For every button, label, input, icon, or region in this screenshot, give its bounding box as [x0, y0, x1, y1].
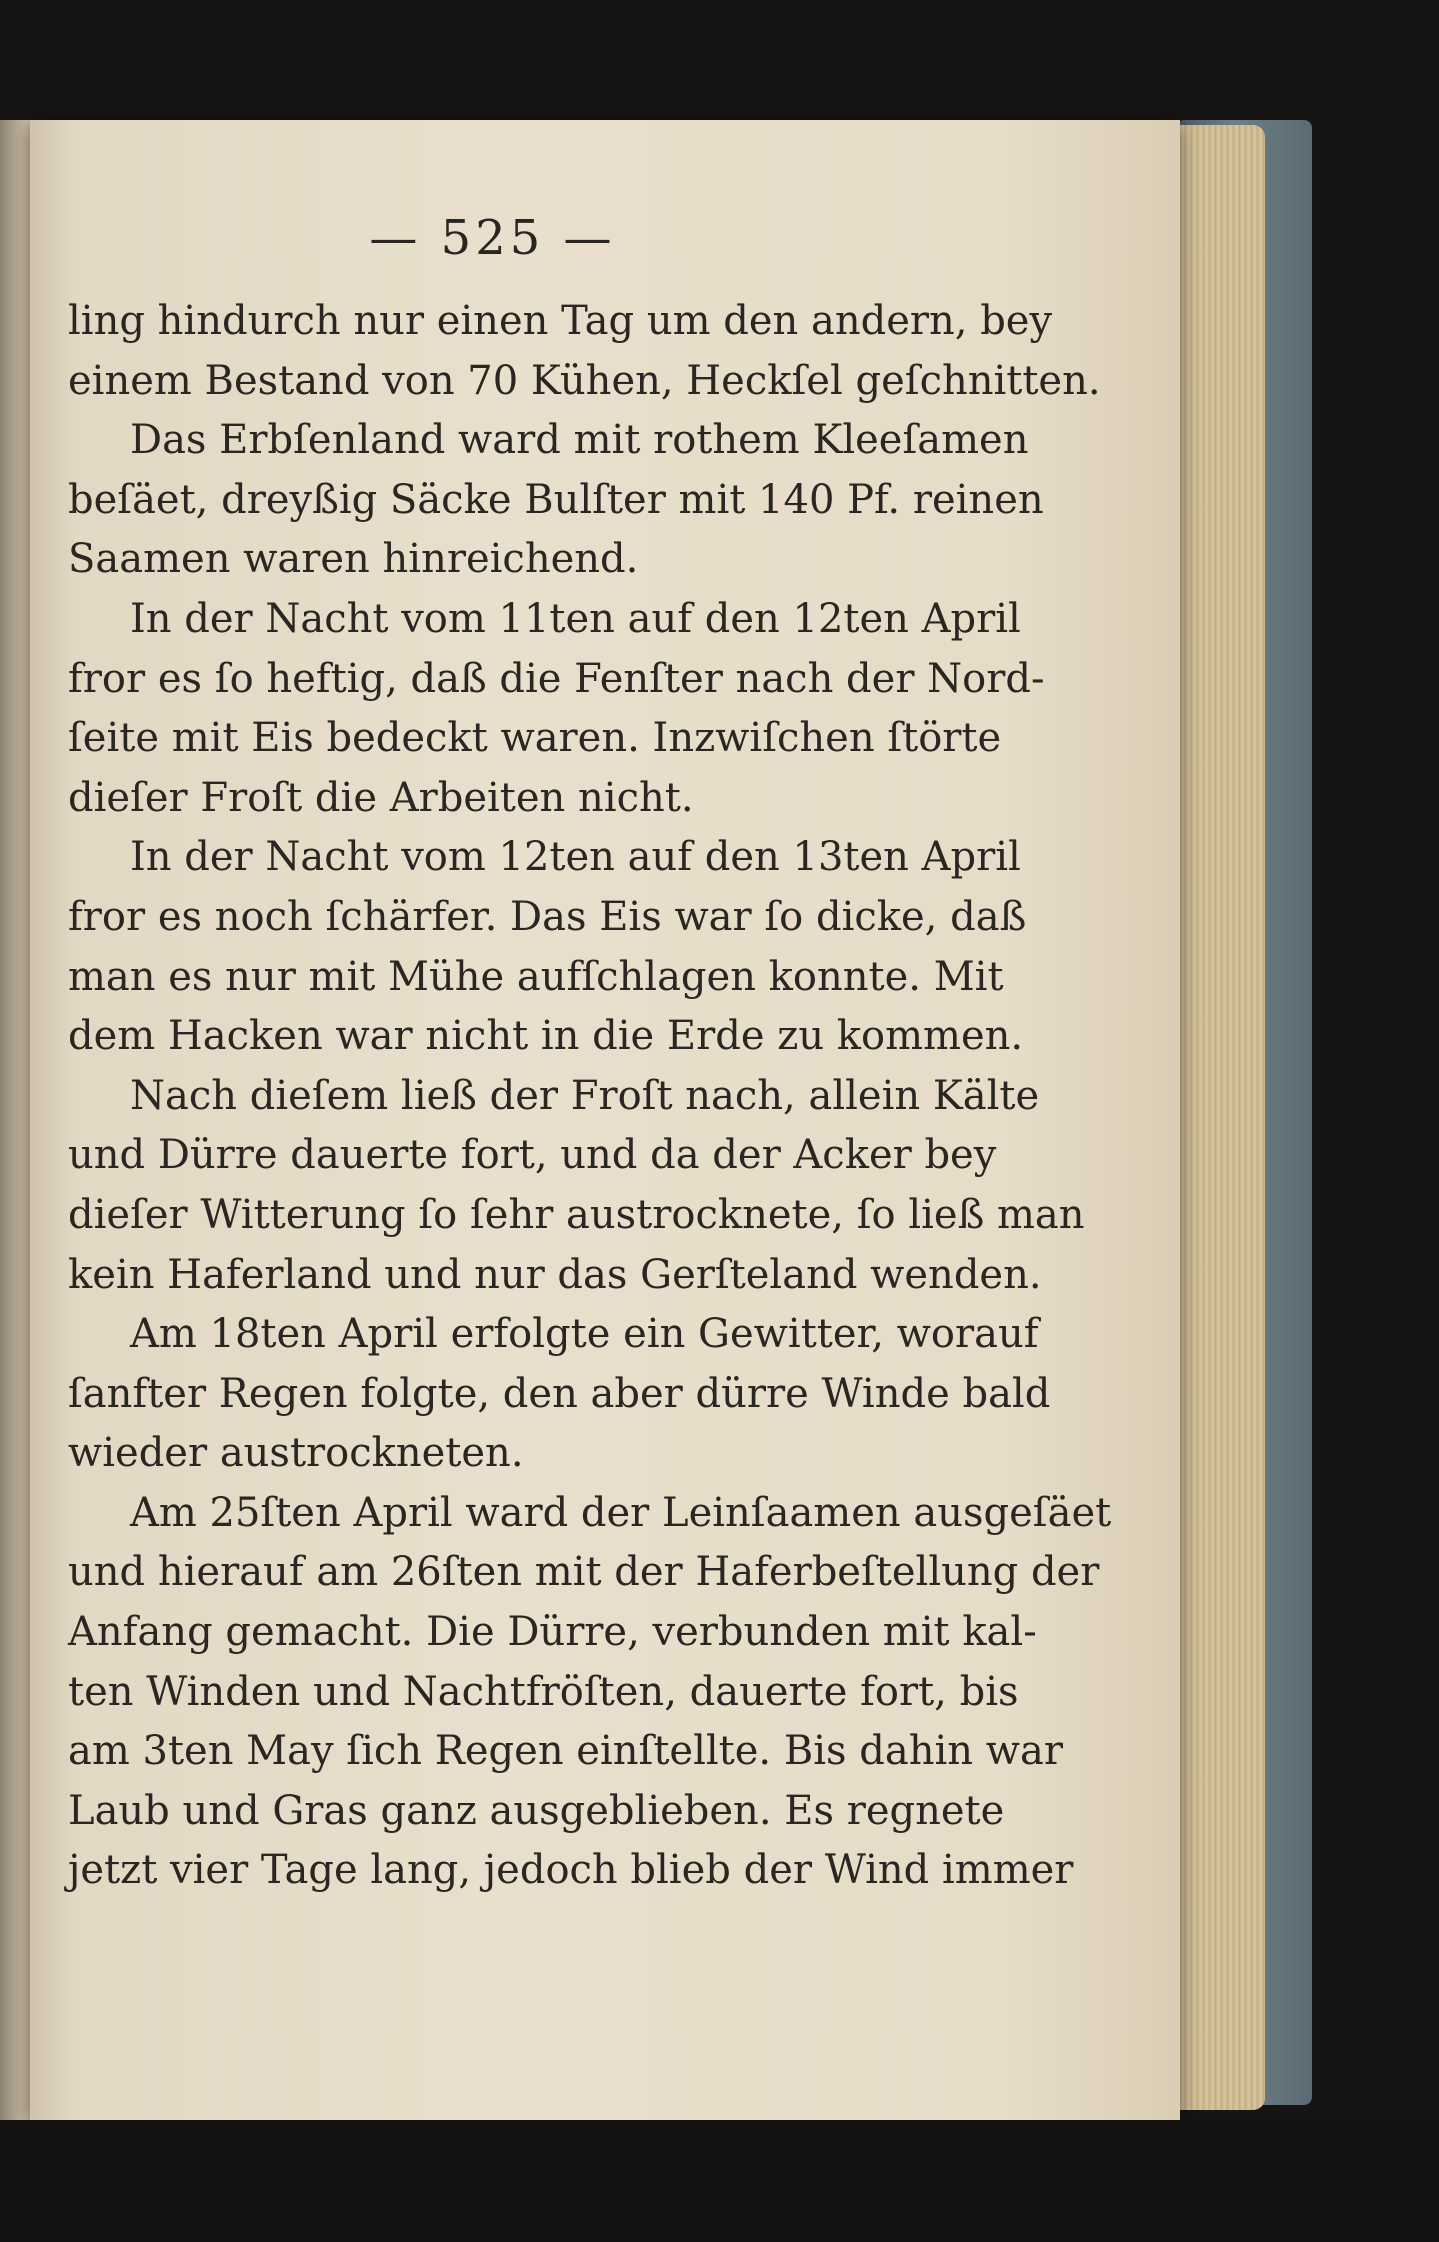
book-page — [30, 120, 1180, 2120]
text-line: dem Hacken war nicht in die Erde zu kommen. — [68, 1013, 1024, 1060]
text-line: fror es ſo heftig, daß die Fenſter nach der Nord- — [68, 655, 1045, 702]
text-line: In der Nacht vom 11ten auf den 12ten April — [130, 595, 1021, 642]
text-line: und hierauf am 26ſten mit der Haferbeſtellung der — [68, 1549, 1100, 1596]
text-line: wieder austrockneten. — [68, 1430, 524, 1477]
text-line: Das Erbſenland ward mit rothem Kleeſamen — [130, 417, 1029, 464]
text-line: Am 18ten April erfolgte ein Gewitter, worauf — [130, 1311, 1039, 1358]
text-line: ten Winden und Nachtfröſten, dauerte fort, bis — [68, 1668, 1019, 1715]
text-line: einem Bestand von 70 Kühen, Heckſel geſchnitten. — [68, 357, 1101, 404]
text-line: ling hindurch nur einen Tag um den andern, bey — [68, 298, 1053, 344]
page-text — [68, 292, 1112, 1901]
text-line: Nach dieſem ließ der Froſt nach, allein Kälte — [130, 1072, 1040, 1119]
text-line: dieſer Witterung ſo ſehr austrocknete, ſo ließ man — [68, 1191, 1085, 1238]
text-line: dieſer Froſt die Arbeiten nicht. — [68, 774, 694, 821]
text-line: ſanfter Regen folgte, den aber dürre Winde bald — [68, 1370, 1051, 1417]
background-shadow — [0, 2120, 1439, 2242]
text-line: Am 25ſten April ward der Leinſaamen ausgeſäet — [130, 1489, 1112, 1536]
text-line: Anfang gemacht. Die Dürre, verbunden mit kal- — [68, 1609, 1037, 1656]
text-line: fror es noch ſchärfer. Das Eis war ſo dicke, daß — [68, 893, 1027, 940]
text-line: ſeite mit Eis bedeckt waren. Inzwiſchen ſtörte — [68, 715, 1002, 762]
text-line: kein Haferland und nur das Gerſteland wenden. — [68, 1251, 1042, 1298]
text-line: jetzt vier Tage lang, jedoch blieb der Wind immer — [68, 1847, 1074, 1894]
text-line: In der Nacht vom 12ten auf den 13ten April — [130, 834, 1021, 881]
text-line: und Dürre dauerte fort, und da der Acker bey — [68, 1132, 997, 1179]
page-number: — 525 — — [369, 210, 616, 266]
text-line: beſäet, dreyßig Säcke Bulſter mit 140 Pf. reinen — [68, 476, 1044, 523]
text-line: man es nur mit Mühe aufſchlagen konnte. Mit — [68, 953, 1004, 1000]
text-line: Saamen waren hinreichend. — [68, 536, 639, 583]
text-line: am 3ten May ſich Regen einſtellte. Bis dahin war — [68, 1728, 1063, 1775]
text-line: Laub und Gras ganz ausgeblieben. Es regnete — [68, 1787, 1005, 1834]
